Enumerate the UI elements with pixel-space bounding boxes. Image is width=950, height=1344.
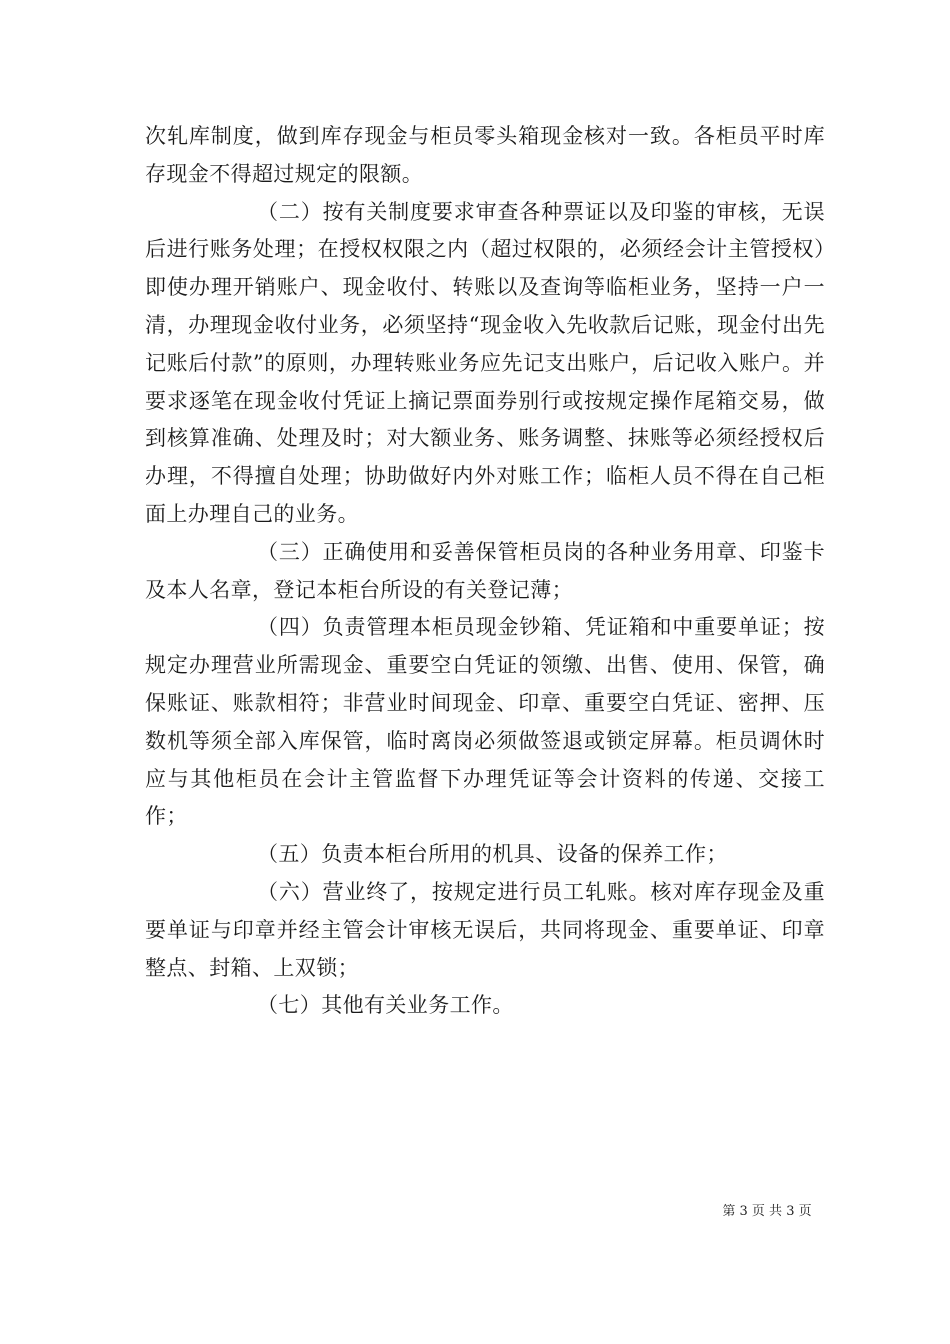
paragraph-item-5: （五）负责本柜台所用的机具、设备的保养工作； <box>257 842 728 867</box>
paragraph-item-6: （六）营业终了，按规定进行员工轧账。核对库存现金及重要单证与印章并经主管会计审核无误后，共同将现金、重要单证、印章整点、封箱、上双锁； <box>145 879 825 980</box>
paragraph-item-4: （四）负责管理本柜员现金钞箱、凭证箱和中重要单证；按规定办理营业所需现金、重要空白凭证的领缴、出售、使用、保管，确保账证、账款相符；非营业时间现金、印章、重要空白凭证、密押、压数机等须全部入库保管，临时离岗必须做签退或锁定屏幕。柜员调休时应与其他柜员在会计主管监督下办理凭证等会计资料的传递、交接工作； <box>145 615 825 829</box>
document-body <box>145 118 825 1025</box>
paragraph-item-3: （三）正确使用和妥善保管柜员岗的各种业务用章、印鉴卡及本人名章，登记本柜台所设的有关登记薄； <box>145 539 825 602</box>
page-number-footer: 第 3 页 共 3 页 <box>722 1204 812 1219</box>
paragraph-continuation: 次轧库制度，做到库存现金与柜员零头箱现金核对一致。各柜员平时库存现金不得超过规定的限额。 <box>145 124 825 186</box>
paragraph-item-2: （二）按有关制度要求审查各种票证以及印鉴的审核，无误后进行账务处理；在授权权限之内（超过权限的，必须经会计主管授权）即使办理开销账户、现金收付、转账以及查询等临柜业务，坚持一户一清，办理现金收付业务，必须坚持“现金收入先收款后记账，现金付出先记账后付款”的原则，办理转账业务应先记支出账户，后记收入账户。并要求逐笔在现金收付凭证上摘记票面券别行或按规定操作尾箱交易，做到核算准确、处理及时；对大额业务、账务调整、抹账等必须经授权后办理，不得擅自处理；协助做好内外对账工作；临柜人员不得在自己柜面上办理自己的业务。 <box>145 199 825 526</box>
paragraph-item-7: （七）其他有关业务工作。 <box>257 993 514 1018</box>
